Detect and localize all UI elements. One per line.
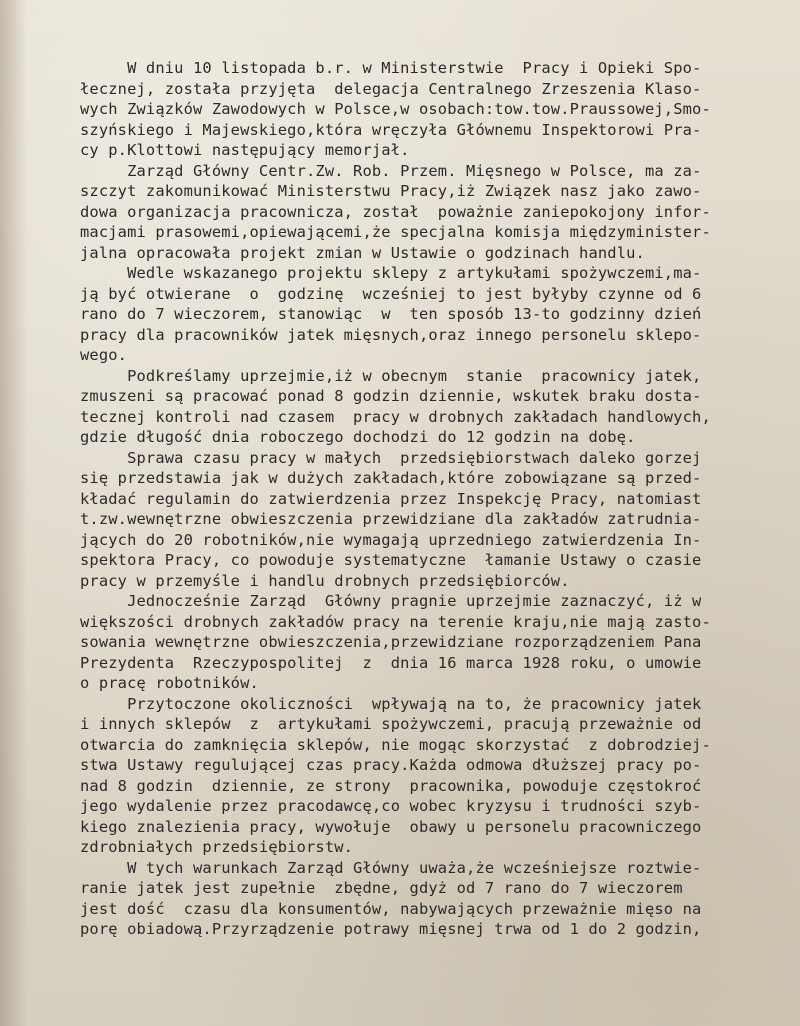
text-line: Zarząd Główny Centr.Zw. Rob. Przem. Mięsnego w Polsce, ma za- — [80, 161, 702, 180]
text-line: Wedle wskazanego projektu sklepy z artykułami spożywczemi,ma- — [80, 264, 702, 282]
text-line: zmuszeni są pracować ponad 8 godzin dziennie, wskutek braku dosta- — [80, 387, 702, 405]
text-line: Prezydenta Rzeczypospolitej z dnia 16 marca 1928 roku, o umowie — [80, 653, 702, 672]
text-line: W tych warunkach Zarząd Główny uważa,że wcześniejsze roztwie- — [80, 858, 702, 877]
text-line: gdzie długość dnia roboczego dochodzi do 12 godzin na dobę. — [80, 428, 636, 446]
text-line: macjami prasowemi,opiewającemi,że specjalna komisja międzyminister- — [80, 223, 711, 241]
text-line: W dniu 10 listopada b.r. w Ministerstwie Pracy i Opieki Spo- — [80, 59, 702, 77]
text-line: wych Związków Zawodowych w Polsce,w osobach:tow.tow.Praussowej,Smo- — [80, 100, 711, 118]
text-line: pracy dla pracowników jatek mięsnych,oraz innego personelu sklepo- — [80, 325, 702, 344]
text-line: zdrobniałych przedsiębiorstw. — [80, 838, 354, 856]
text-line: jego wydalenie przez pracodawcę,co wobec kryzysu i trudności szyb- — [80, 797, 702, 815]
text-line: pracy w przemyśle i handlu drobnych przedsiębiorców. — [80, 571, 570, 590]
text-line: ranie jatek jest zupełnie zbędne, gdyż od 7 rano do 7 wieczorem — [80, 879, 683, 897]
typewritten-memorandum — [80, 58, 770, 940]
text-line: łecznej, została przyjęta delegacja Centralnego Zrzeszenia Klaso- — [80, 79, 702, 98]
text-line: Sprawa czasu pracy w małych przedsiębiorstwach daleko gorzej — [80, 448, 702, 467]
text-line: i innych sklepów z artykułami spożywczemi, pracują przeważnie od — [80, 715, 702, 733]
text-line: szyńskiego i Majewskiego,która wręczyła Głównemu Inspektorowi Pra- — [80, 120, 702, 139]
text-line: wego. — [80, 346, 128, 364]
text-line: kiego znalezienia pracy, wywołuje obawy u personelu pracowniczego — [80, 817, 702, 836]
text-line: stwa Ustawy regulującej czas pracy.Każda odmowa dłuższej pracy po- — [80, 756, 702, 774]
text-line: ją być otwierane o godzinę wcześniej to jest byłyby czynne od 6 — [80, 284, 702, 303]
text-line: o pracę robotników. — [80, 674, 259, 692]
text-line: kładać regulamin do zatwierdzenia przez Inspekcję Pracy, natomiast — [80, 489, 702, 508]
text-line: spektora Pracy, co powoduje systematyczne łamanie Ustawy o czasie — [80, 551, 702, 569]
text-line: rano do 7 wieczorem, stanowiąc w ten sposób 13-to godzinny dzień — [80, 305, 702, 323]
text-line: dowa organizacja pracownicza, został poważnie zaniepokojony infor- — [80, 202, 711, 221]
text-line: szczyt zakomunikować Ministerstwu Pracy,iż Związek nasz jako zawo- — [80, 182, 702, 200]
text-line: cy p.Klottowi następujący memorjał. — [80, 141, 410, 159]
text-line: Przytoczone okoliczności wpływają na to, że pracownicy jatek — [80, 694, 702, 713]
text-line: większości drobnych zakładów pracy na terenie kraju,nie mają zasto- — [80, 612, 711, 631]
page-edge-shadow — [0, 0, 28, 1026]
text-line: jalna opracowała projekt zmian w Ustawie o godzinach handlu. — [80, 243, 645, 262]
text-line: Jednocześnie Zarząd Główny pragnie uprzejmie zaznaczyć, iż w — [80, 592, 702, 610]
text-line: t.zw.wewnętrzne obwieszczenia przewidziane dla zakładów zatrudnia- — [80, 510, 702, 528]
text-line: otwarcia do zamknięcia sklepów, nie mogąc skorzystać z dobrodziej- — [80, 735, 711, 754]
text-line: tecznej kontroli nad czasem pracy w drobnych zakładach handlowych, — [80, 407, 711, 426]
text-line: porę obiadową.Przyrządzenie potrawy mięsnej trwa od 1 do 2 godzin, — [80, 920, 702, 938]
text-line: Podkreślamy uprzejmie,iż w obecnym stanie pracownicy jatek, — [80, 366, 702, 385]
text-line: sowania wewnętrzne obwieszczenia,przewidziane rozporządzeniem Pana — [80, 633, 702, 651]
text-line: jących do 20 robotników,nie wymagają uprzedniego zatwierdzenia In- — [80, 530, 702, 549]
text-line: jest dość czasu dla konsumentów, nabywających przeważnie mięso na — [80, 899, 702, 918]
text-line: nad 8 godzin dziennie, ze strony pracownika, powoduje częstokroć — [80, 776, 702, 795]
text-line: się przedstawia jak w dużych zakładach,które zobowiązane są przed- — [80, 469, 702, 487]
